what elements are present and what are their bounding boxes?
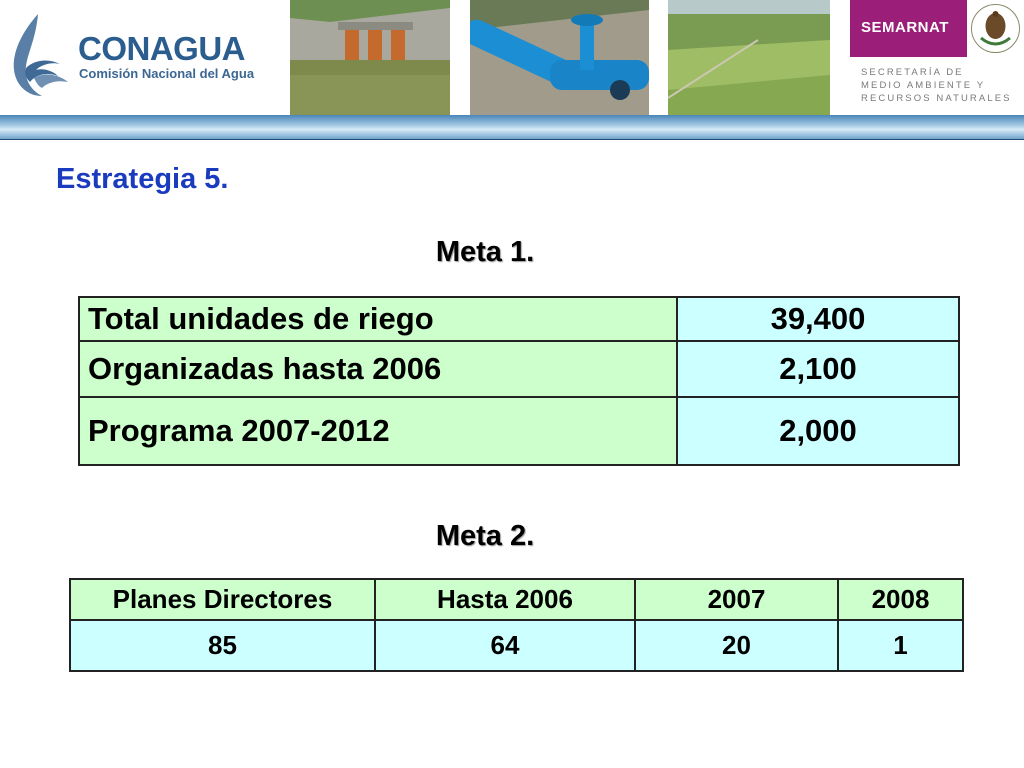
table-cell: 64 — [375, 620, 635, 671]
meta2-title: Meta 2. — [435, 520, 535, 552]
row-value: 39,400 — [677, 297, 959, 341]
water-banner-strip — [0, 115, 1024, 140]
table-row — [70, 620, 963, 671]
semarnat-logo — [850, 0, 1024, 115]
conagua-water-drop-icon — [8, 12, 74, 98]
table-row — [79, 297, 959, 341]
page-title: Estrategia 5. — [56, 163, 229, 195]
mexico-eagle-emblem-icon — [967, 0, 1024, 57]
semarnat-full-name: SECRETARÍA DE MEDIO AMBIENTE Y RECURSOS NATURALES — [861, 67, 1012, 104]
column-header: Planes Directores — [70, 579, 375, 620]
table-row — [79, 341, 959, 397]
column-header: Hasta 2006 — [375, 579, 635, 620]
table-cell: 85 — [70, 620, 375, 671]
table-header-row — [70, 579, 963, 620]
meta1-title: Meta 1. — [435, 236, 535, 268]
pipe-valve-photo — [470, 0, 649, 115]
row-value: 2,100 — [677, 341, 959, 397]
row-label: Organizadas hasta 2006 — [79, 341, 677, 397]
meta2-table — [69, 578, 964, 672]
row-value: 2,000 — [677, 397, 959, 465]
header-banner — [0, 0, 1024, 140]
meta1-table — [78, 296, 960, 466]
column-header: 2007 — [635, 579, 838, 620]
conagua-logo — [0, 0, 290, 115]
table-cell: 1 — [838, 620, 963, 671]
conagua-subtitle: Comisión Nacional del Agua — [79, 66, 255, 81]
conagua-title: CONAGUA — [78, 30, 245, 67]
farmland-photo — [668, 0, 830, 115]
table-row — [79, 397, 959, 465]
table-cell: 20 — [635, 620, 838, 671]
semarnat-name: SEMARNAT — [861, 19, 949, 36]
row-label: Programa 2007-2012 — [79, 397, 677, 465]
column-header: 2008 — [838, 579, 963, 620]
row-label: Total unidades de riego — [79, 297, 677, 341]
dam-photo — [290, 0, 450, 115]
